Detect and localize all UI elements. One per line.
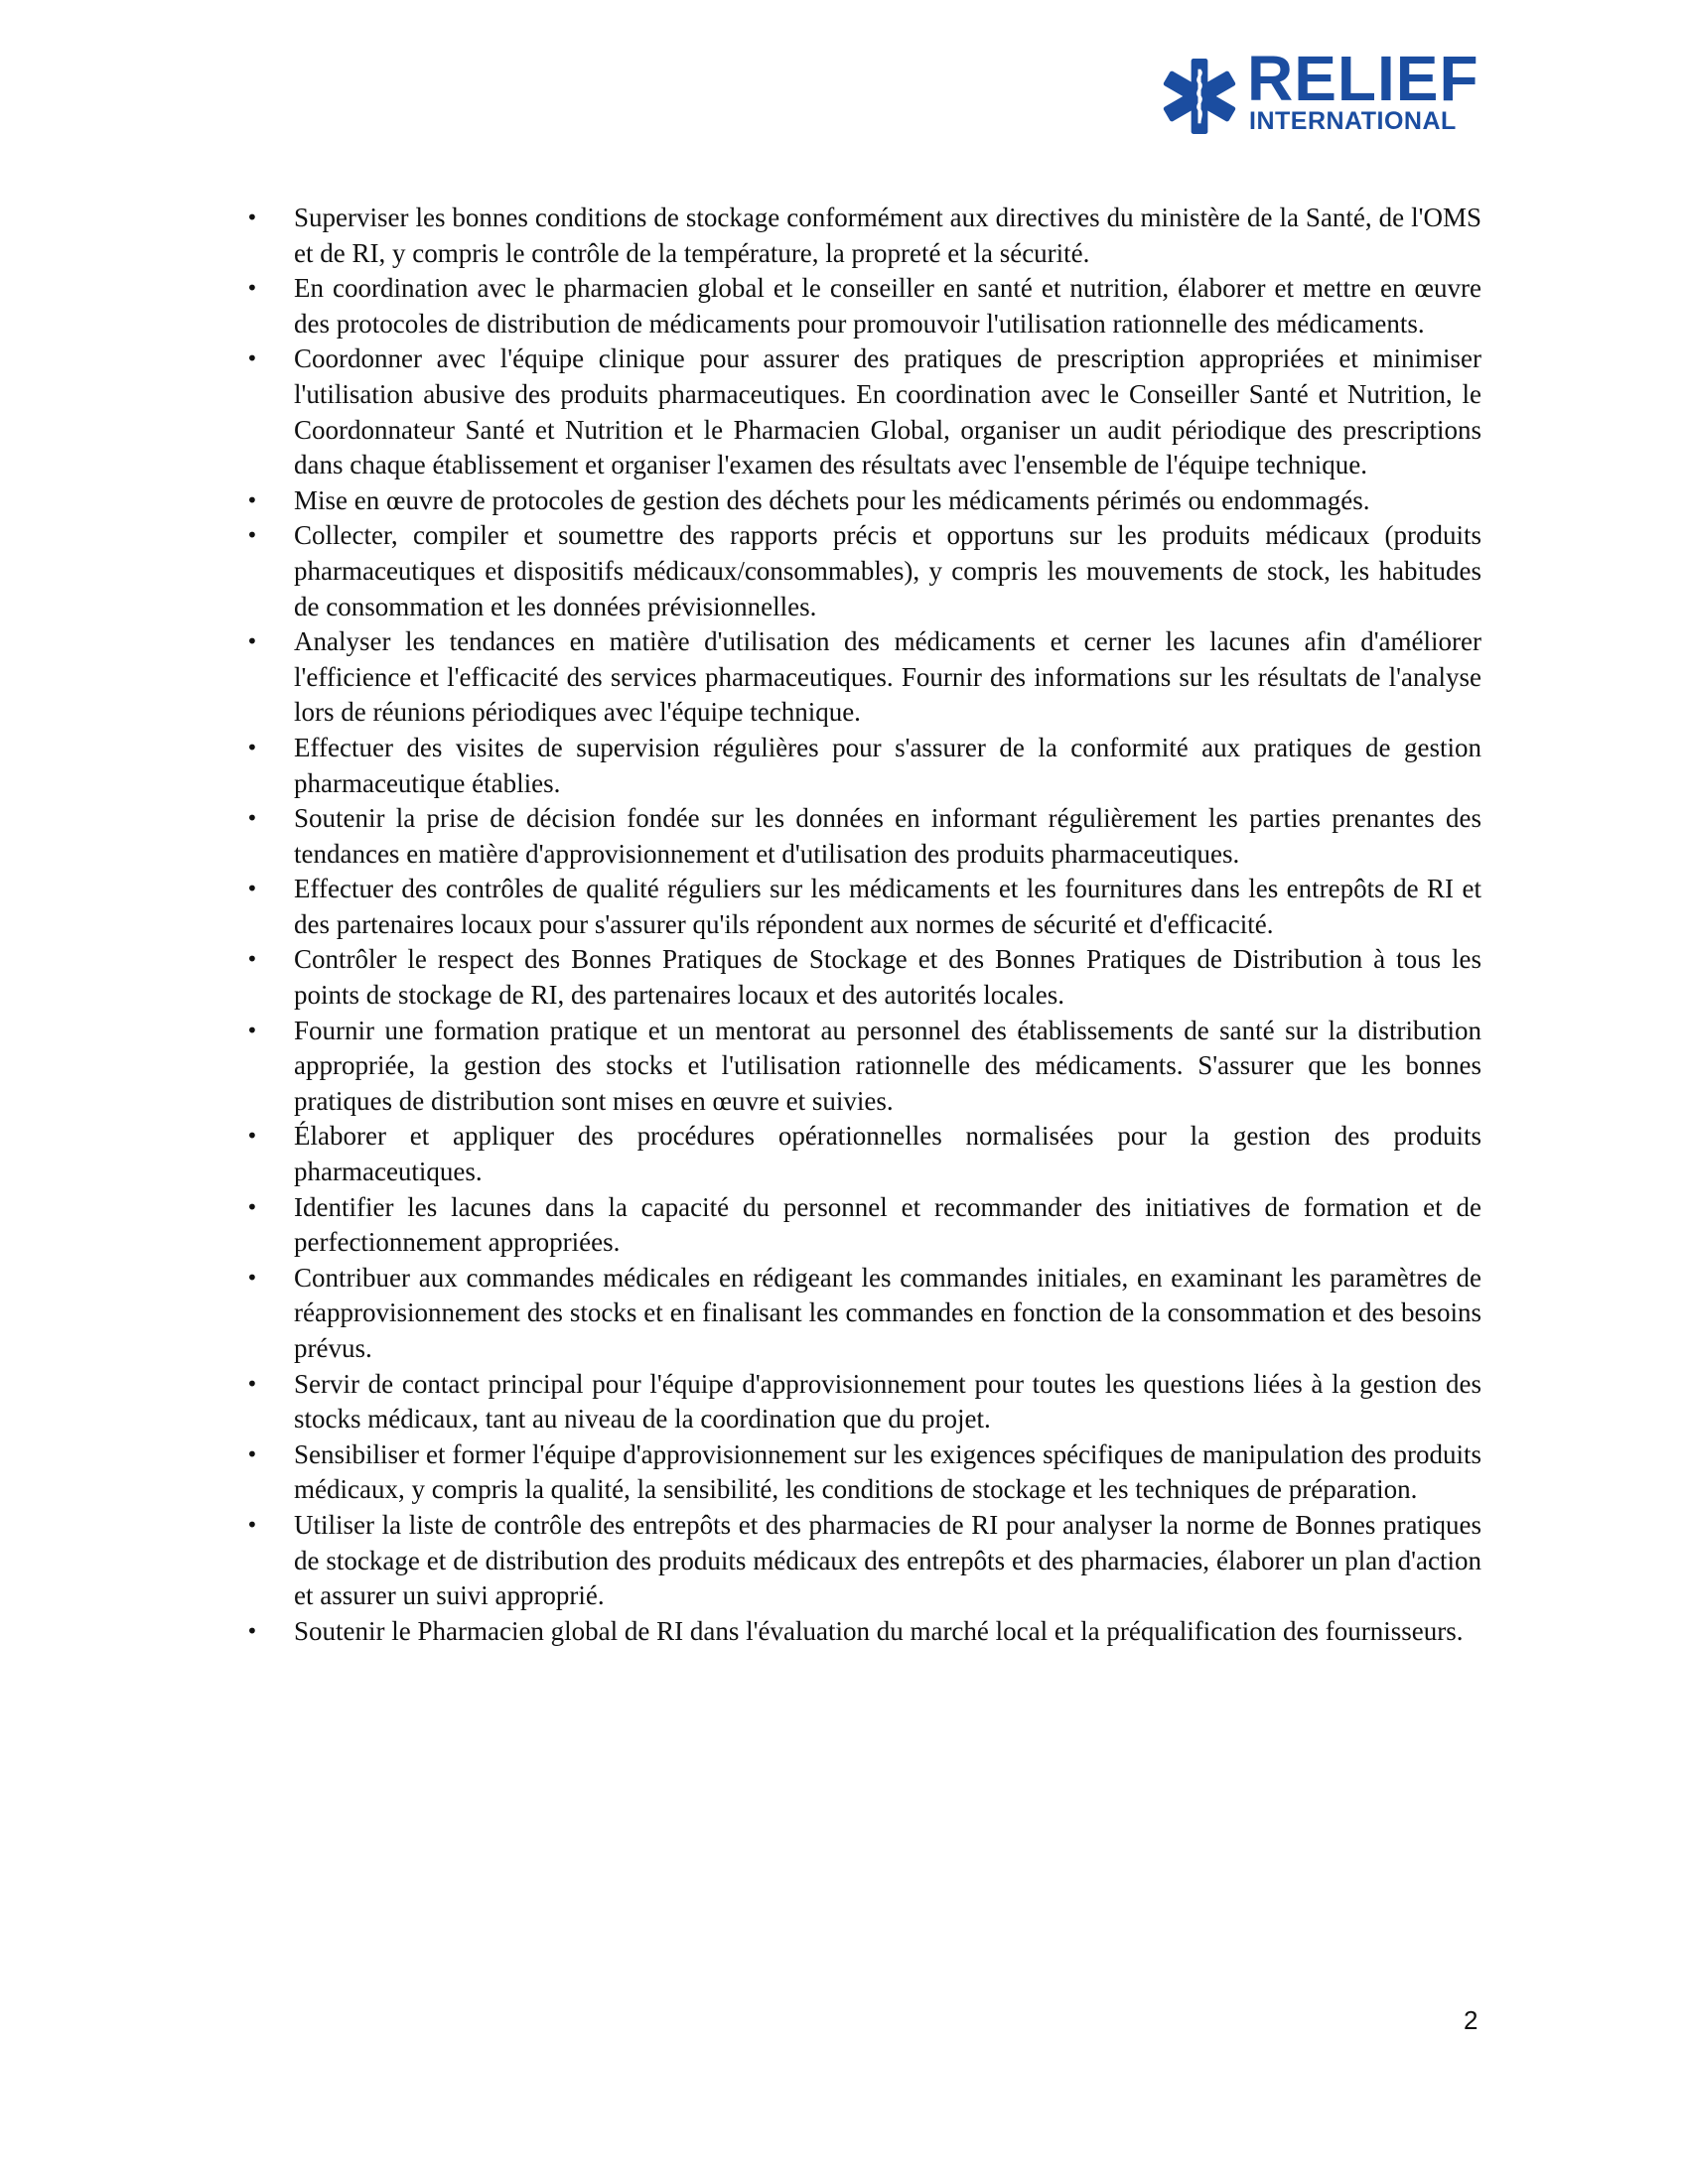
responsibilities-list bbox=[238, 201, 1481, 1649]
list-item-text: Contrôler le respect des Bonnes Pratiques de Stockage et des Bonnes Pratiques de Distribution à tous les points de stockage de RI, des partenaires locaux et des autorités locales. bbox=[294, 944, 1481, 1011]
list-item-text: Superviser les bonnes conditions de stockage conformément aux directives du ministère de la Santé, de l'OMS et de RI, y compris le contrôle de la température, la propreté et la sécurité. bbox=[294, 203, 1481, 268]
star-of-life-icon bbox=[1162, 56, 1237, 137]
list-item bbox=[238, 942, 1481, 1013]
bullet-icon: • bbox=[246, 487, 258, 512]
list-item bbox=[238, 1614, 1481, 1650]
page-number: 2 bbox=[1464, 2005, 1478, 2035]
bullet-icon: • bbox=[246, 1441, 258, 1466]
list-item bbox=[238, 1437, 1481, 1508]
list-item bbox=[238, 872, 1481, 942]
bullet-icon: • bbox=[246, 1018, 258, 1042]
bullet-icon: • bbox=[246, 877, 258, 901]
list-item bbox=[238, 518, 1481, 624]
list-item-text: En coordination avec le pharmacien global et le conseiller en santé et nutrition, élaborer et mettre en œuvre des protocoles de distribution de médicaments pour promouvoir l'utilisation rationnelle des médicaments. bbox=[294, 273, 1481, 339]
list-item bbox=[238, 624, 1481, 731]
bullet-icon: • bbox=[246, 346, 258, 371]
list-item-text: Servir de contact principal pour l'équipe d'approvisionnement pour toutes les questions liées à la gestion des stocks médicaux, tant au niveau de la coordination que du projet. bbox=[294, 1368, 1481, 1434]
list-item bbox=[238, 1014, 1481, 1120]
logo-wordmark-relief: RELIEF bbox=[1247, 43, 1479, 114]
bullet-icon: • bbox=[246, 205, 258, 229]
list-item bbox=[238, 801, 1481, 872]
bullet-icon: • bbox=[246, 1124, 258, 1149]
bullet-icon: • bbox=[246, 1371, 258, 1396]
list-item bbox=[238, 1508, 1481, 1614]
list-item bbox=[238, 1367, 1481, 1437]
bullet-icon: • bbox=[246, 1265, 258, 1290]
list-item-text: Élaborer et appliquer des procédures opérationnelles normalisées pour la gestion des produits pharmaceutiques. bbox=[294, 1121, 1481, 1187]
list-item-text: Collecter, compiler et soumettre des rapports précis et opportuns sur les produits médicaux (produits pharmaceutiques et dispositifs médicaux/consommables), y compris les mouvements de stock, les habitudes de consommation et les données prévisionnelles. bbox=[294, 520, 1481, 621]
list-item-text: Mise en œuvre de protocoles de gestion des déchets pour les médicaments périmés ou endommagés. bbox=[294, 484, 1370, 515]
list-item bbox=[238, 201, 1481, 271]
list-item bbox=[238, 1119, 1481, 1189]
list-item-text: Effectuer des contrôles de qualité réguliers sur les médicaments et les fournitures dans les entrepôts de RI et des partenaires locaux pour s'assurer qu'ils répondent aux normes de sécurité et d'efficacité. bbox=[294, 874, 1481, 939]
list-item-text: Coordonner avec l'équipe clinique pour assurer des pratiques de prescription appropriées et minimiser l'utilisation abusive des produits pharmaceutiques. En coordination avec le Conseiller Santé et Nutrition, le Coordonnateur Santé et Nutrition et le Pharmacien Global, organiser un audit périodique des prescriptions dans chaque établissement et organiser l'examen des résultats avec l'ensemble de l'équipe technique. bbox=[294, 343, 1481, 480]
logo-wordmark-international: INTERNATIONAL bbox=[1249, 107, 1457, 135]
list-item-text: Soutenir le Pharmacien global de RI dans l'évaluation du marché local et la préqualification des fournisseurs. bbox=[294, 1615, 1464, 1646]
list-item bbox=[238, 731, 1481, 801]
list-item-text: Analyser les tendances en matière d'utilisation des médicaments et cerner les lacunes afin d'améliorer l'efficience et l'efficacité des services pharmaceutiques. Fournir des informations sur les résultats de l'analyse lors de réunions périodiques avec l'équipe technique. bbox=[294, 626, 1481, 728]
bullet-icon: • bbox=[246, 1194, 258, 1219]
relief-international-logo bbox=[1162, 43, 1479, 141]
bullet-icon: • bbox=[246, 523, 258, 548]
bullet-icon: • bbox=[246, 1512, 258, 1537]
bullet-icon: • bbox=[246, 947, 258, 972]
bullet-icon: • bbox=[246, 735, 258, 759]
bullet-icon: • bbox=[246, 1618, 258, 1643]
list-item bbox=[238, 1261, 1481, 1367]
list-item-text: Effectuer des visites de supervision régulières pour s'assurer de la conformité aux pratiques de gestion pharmaceutique établies. bbox=[294, 732, 1481, 798]
bullet-icon: • bbox=[246, 276, 258, 301]
bullet-icon: • bbox=[246, 806, 258, 831]
list-item bbox=[238, 271, 1481, 341]
list-item bbox=[238, 341, 1481, 482]
list-item-text: Fournir une formation pratique et un mentorat au personnel des établissements de santé sur la distribution appropriée, la gestion des stocks et l'utilisation rationnelle des médicaments. S'assurer que les bonnes pratiques de distribution sont mises en œuvre et suivies. bbox=[294, 1015, 1481, 1116]
list-item-text: Sensibiliser et former l'équipe d'approvisionnement sur les exigences spécifiques de manipulation des produits médicaux, y compris la qualité, la sensibilité, les conditions de stockage et les techniques de préparation. bbox=[294, 1438, 1481, 1505]
bullet-icon: • bbox=[246, 629, 258, 654]
list-item bbox=[238, 483, 1481, 519]
list-item bbox=[238, 1190, 1481, 1261]
list-item-text: Contribuer aux commandes médicales en rédigeant les commandes initiales, en examinant les paramètres de réapprovisionnement des stocks et en finalisant les commandes en fonction de la consommation et des besoins prévus. bbox=[294, 1262, 1481, 1363]
list-item-text: Identifier les lacunes dans la capacité du personnel et recommander des initiatives de formation et de perfectionnement appropriées. bbox=[294, 1191, 1481, 1258]
list-item-text: Utiliser la liste de contrôle des entrepôts et des pharmacies de RI pour analyser la norme de Bonnes pratiques de stockage et de distribution des produits médicaux des entrepôts et des pharmacies, élaborer un plan d'action et assurer un suivi approprié. bbox=[294, 1509, 1481, 1611]
list-item-text: Soutenir la prise de décision fondée sur les données en informant régulièrement les parties prenantes des tendances en matière d'approvisionnement et d'utilisation des produits pharmaceutiques. bbox=[294, 803, 1481, 869]
